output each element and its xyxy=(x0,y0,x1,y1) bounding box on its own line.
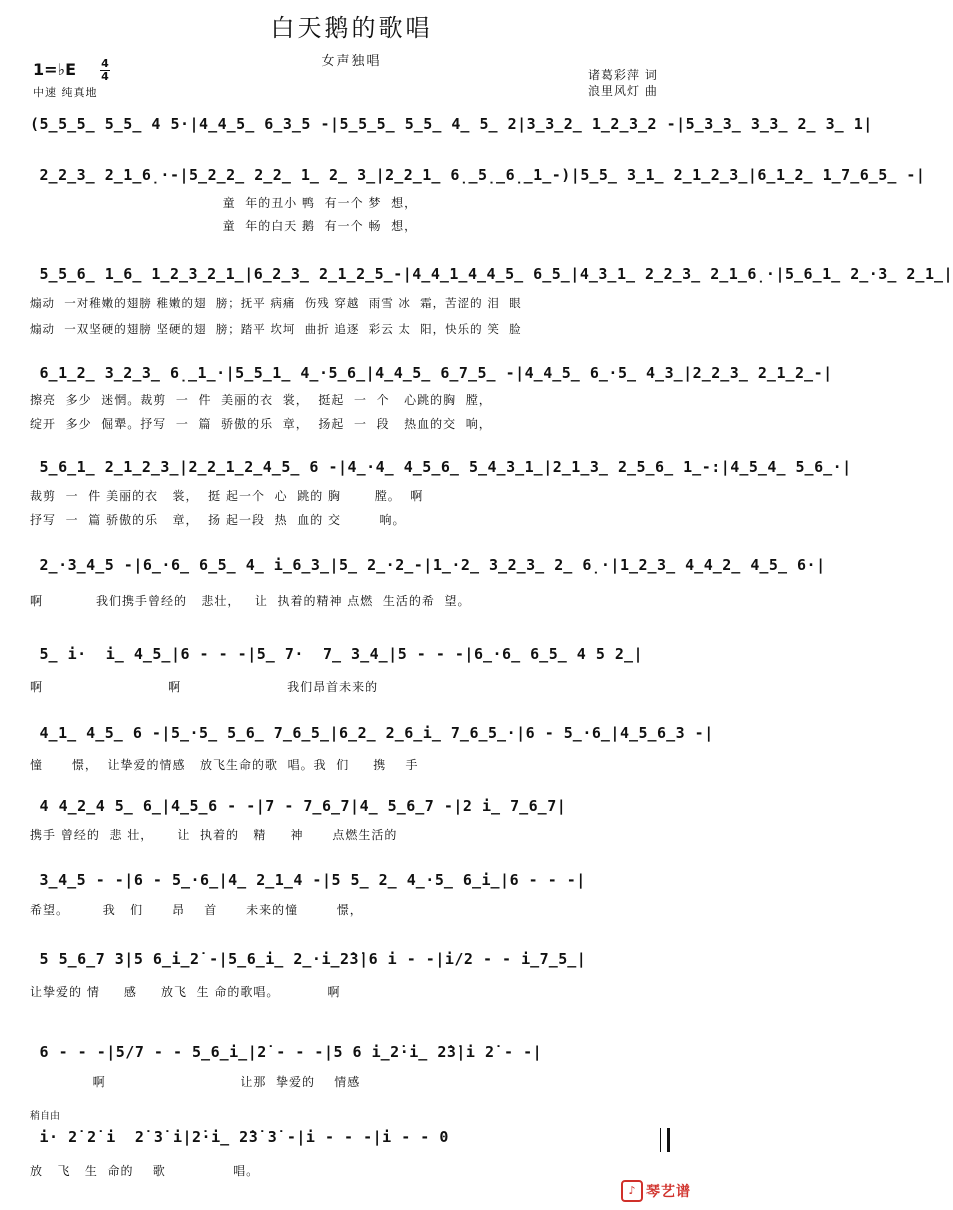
lyric-line-7: 啊 啊 我们昂首未来的 xyxy=(30,680,379,694)
score-line-7: 5̲ i· i̲ 4̲5̲|6 - - -|5̲ 7· 7̲ 3̲4̲|5 - - -|6̲·6̲ 6̲5̲ 4 5 2̲| xyxy=(30,645,643,663)
lyric-line-3b: 煽动 一双坚硬的翅膀 坚硬的翅 膀；踏平 坎坷 曲折 追逐 彩云 太 阳，快乐的 笑 脸 xyxy=(30,322,522,336)
lyric-line-10: 希望。 我 们 昂 首 未来的憧 憬， xyxy=(30,903,363,917)
lyric-line-3a: 煽动 一对稚嫩的翅膀 稚嫩的翅 膀；抚平 病痛 伤残 穿越 雨雪 冰 霜，苦涩的 泪 眼 xyxy=(30,296,522,310)
lyric-line-6: 啊 我们携手曾经的 悲壮， 让 执着的精神 点燃 生活的希 望。 xyxy=(30,594,471,608)
score-line-5: 5̲6̲1̲ 2̲1̲2̲3̲|2̲2̲1̲2̲4̲5̲ 6 -|4̲·4̲ 4̲5̲6̲ 5̲4̲3̲1̲|2̲1̲3̲ 2̲5̲6̲ 1̲-:|4̲5̲4̲ 5̲6̲·| xyxy=(30,458,852,476)
lyric-line-4b: 绽开 多少 倔犟。抒写 一 篇 骄傲的乐 章， 扬起 一 段 热血的交 响， xyxy=(30,417,492,431)
score-line-9: 4 4̲2̲4 5̲ 6̲|4̲5̲6 - -|7 - 7̲6̲7|4̲ 5̲6̲7 -|2 i̲ 7̲6̲7| xyxy=(30,797,567,815)
meter-top: 4 xyxy=(101,57,109,70)
meter-bottom: 4 xyxy=(101,70,109,83)
lyricist-credit: 诸葛彩萍 词 xyxy=(588,68,658,82)
lyric-line-11: 让挚爱的 情 感 放飞 生 命的歌唱。 啊 xyxy=(30,985,341,999)
key-signature: 1=♭E xyxy=(33,60,77,79)
lyric-line-9: 携手 曾经的 悲 壮， 让 执着的 精 神 点燃生活的 xyxy=(30,828,398,842)
score-line-3: 5̲5̲6̲ 1̲6̲ 1̲2̲3̲2̲1̲|6̲2̲3̲ 2̲1̲2̲5̲-|4̲4̲1̲4̲4̲5̲ 6̲5̲|4̲3̲1̲ 2̲2̲3̲ 2̲1̲6̣·|5̲6̲1̲ 2̲·3̲ 2̲1̲| xyxy=(30,265,953,283)
score-line-10: 3̲4̲5 - -|6 - 5̲·6̲|4̲ 2̲1̲4 -|5 5̲ 2̲ 4̲·5̲ 6̲i̲|6 - - -| xyxy=(30,871,586,889)
lyric-line-8: 憧 憬， 让挚爱的情感 放飞生命的歌 唱。我 们 携 手 xyxy=(30,758,419,772)
score-line-1: (5̲5̲5̲ 5̲5̲ 4 5·|4̲4̲5̲ 6̲3̲5 -|5̲5̲5̲ 5̲5̲ 4̲ 5̲ 2|3̲3̲2̲ 1̲2̲3̲2 -|5̲3̲3̲ 3̲3̲ 2̲ 3̲ 1| xyxy=(30,115,873,133)
logo-text: 琴艺谱 xyxy=(646,1184,691,1200)
lyric-line-2a: 童 年的丑小 鸭 有一个 梦 想， xyxy=(30,196,418,210)
song-subtitle: 女声独唱 xyxy=(321,54,382,69)
score-line-11: 5 5̲6̲7 3|5 6̲i̲2̇ -|5̲6̲i̲ 2̲·i̲2̇3̇|6 i - -|i/2 - - i̲7̲5̲| xyxy=(30,950,587,968)
free-tempo-marker: 稍自由 xyxy=(30,1111,60,1122)
score-line-8: 4̲1̲ 4̲5̲ 6 -|5̲·5̲ 5̲6̲ 7̲6̲5̲|6̲2̲ 2̲6̲i̲ 7̲6̲5̲·|6 - 5̲·6̲|4̲5̲6̲3 -| xyxy=(30,724,714,742)
score-line-6: 2̲·3̲4̲5 -|6̲·6̲ 6̲5̲ 4̲ i̲6̲3̲|5̲ 2̲·2̲-|1̲·2̲ 3̲2̲3̲ 2̲ 6̣·|1̲2̲3̲ 4̲4̲2̲ 4̲5̲ 6·| xyxy=(30,556,826,574)
site-logo xyxy=(621,1180,691,1202)
lyric-line-2b: 童 年的白天 鹅 有一个 畅 想， xyxy=(30,219,418,233)
final-barline xyxy=(660,1128,670,1152)
score-line-4: 6̲1̲2̲ 3̲2̲3̲ 6̣̲1̲·|5̲5̲1̲ 4̲·5̲6̲|4̲4̲5̲ 6̲7̲5̲ -|4̲4̲5̲ 6̲·5̲ 4̲3̲|2̲2̲3̲ 2̲1̲2̲-| xyxy=(30,364,833,382)
lyric-line-12: 啊 让那 挚爱的 情感 xyxy=(30,1075,361,1089)
lyric-line-5a: 裁剪 一 件 美丽的衣 裳， 挺 起一个 心 跳的 胸 膛。 啊 xyxy=(30,489,424,503)
song-title: 白天鹅的歌唱 xyxy=(270,14,433,42)
composer-credit: 浪里风灯 曲 xyxy=(588,84,658,98)
piano-icon: ♪ xyxy=(621,1180,643,1202)
lyric-line-5b: 抒写 一 篇 骄傲的乐 章， 扬 起一段 热 血的 交 响。 xyxy=(30,513,406,527)
tempo-marking: 中速 纯真地 xyxy=(33,86,98,99)
score-line-2: 2̲2̲3̲ 2̲1̲6̣·-|5̲2̲2̲ 2̲2̲ 1̲ 2̲ 3̲|2̲2̲1̲ 6̣̲5̣̲6̣̲1̲-)|5̲5̲ 3̲1̲ 2̲1̲2̲3̲|6̲1̲2̲ 1̲7̲6̲5̲ -| xyxy=(30,166,926,184)
time-signature xyxy=(100,58,110,83)
lyric-line-4a: 擦亮 多少 迷惘。裁剪 一 件 美丽的衣 裳， 挺起 一 个 心跳的胸 膛， xyxy=(30,393,492,407)
score-line-12: 6 - - -|5/7 - - 5̲6̲i̲|2̇ - - -|5 6 i̲2̇·i̲ 2̇3̇|i 2̇ - -| xyxy=(30,1043,543,1061)
lyric-line-13: 放 飞 生 命的 歌 唱。 xyxy=(30,1164,260,1178)
score-line-13: i· 2̇ 2̇ i 2̇ 3̇ i|2̇·i̲ 2̇3̇ 3̇ -|i - - -|i - - 0 xyxy=(30,1128,449,1146)
